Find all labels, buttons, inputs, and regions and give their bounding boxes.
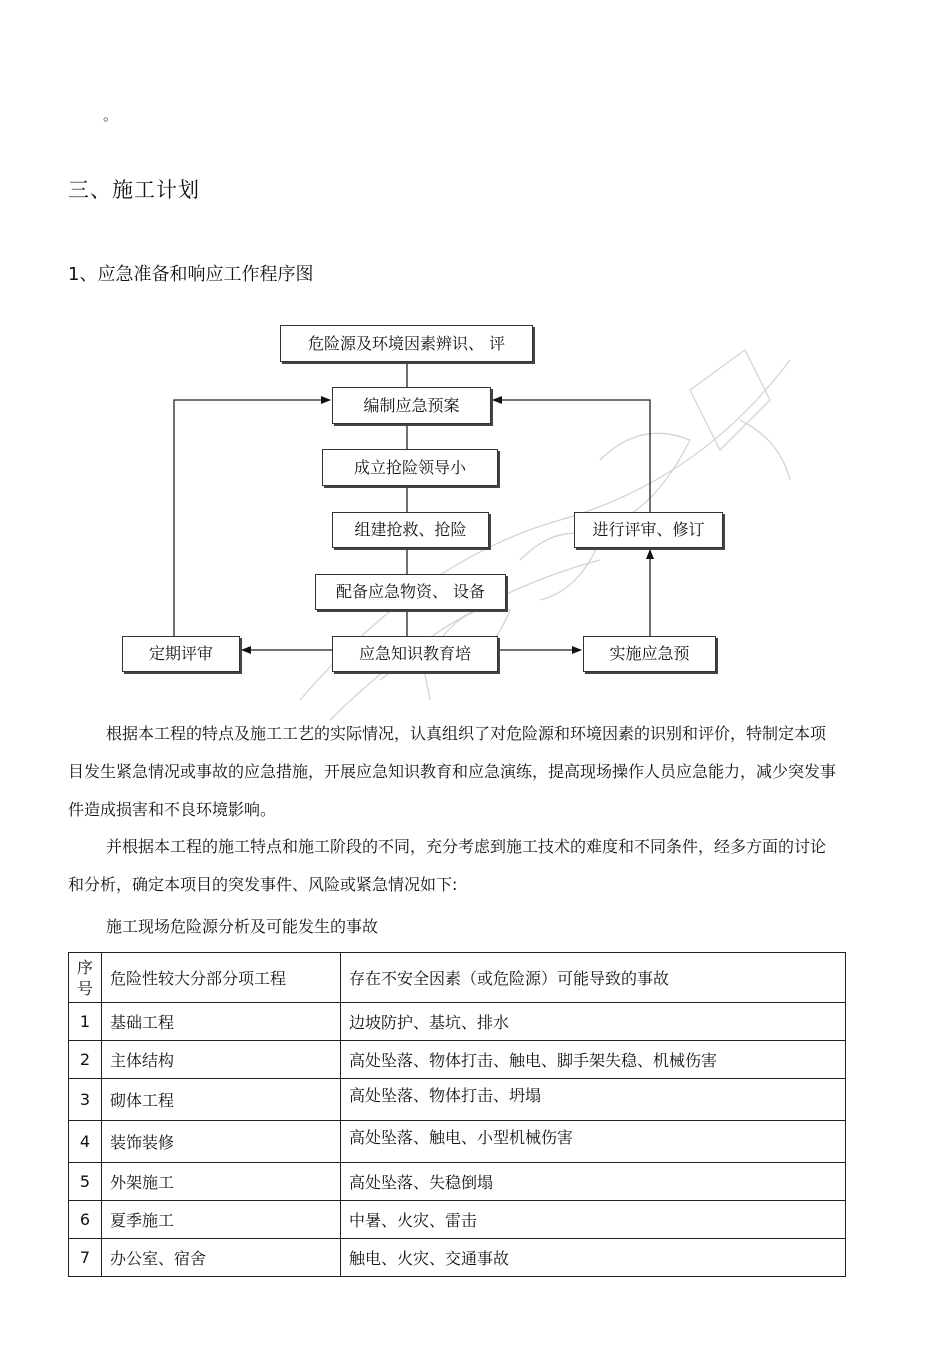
table-row xyxy=(69,1201,846,1239)
cell-no: 1 xyxy=(69,1003,102,1041)
cell-no: 7 xyxy=(69,1239,102,1277)
section-heading: 三、施工计划 xyxy=(68,178,200,202)
table-row xyxy=(69,1041,846,1079)
cell-risk: 边坡防护、基坑、排水 xyxy=(341,1003,846,1041)
cell-work: 办公室、宿舍 xyxy=(102,1239,341,1277)
flow-box-review-revise: 进行评审、修订 xyxy=(574,512,723,548)
cell-no: 4 xyxy=(69,1121,102,1163)
header-seq: 序 号 xyxy=(69,953,102,1003)
cell-risk: 高处坠落、失稳倒塌 xyxy=(341,1163,846,1201)
header-risk: 存在不安全因素（或危险源）可能导致的事故 xyxy=(341,953,846,1003)
cell-risk: 高处坠落、触电、小型机械伤害 xyxy=(341,1121,846,1163)
flow-box-training: 应急知识教育培 xyxy=(332,636,498,672)
cell-risk: 高处坠落、物体打击、触电、脚手架失稳、机械伤害 xyxy=(341,1041,846,1079)
flow-box-supplies: 配备应急物资、 设备 xyxy=(315,574,506,610)
flow-box-compile-plan: 编制应急预案 xyxy=(332,387,491,424)
cell-no: 2 xyxy=(69,1041,102,1079)
paragraph-1: 根据本工程的特点及施工工艺的实际情况，认真组织了对危险源和环境因素的识别和评价，特制定本项目发生紧急情况或事故的应急措施，开展应急知识教育和应急演练，提高现场操作人员应急能力，减少突发事件造成损害和不良环境影响。 xyxy=(68,724,837,819)
hazard-table xyxy=(68,952,846,1277)
flow-box-periodic-review: 定期评审 xyxy=(122,636,240,672)
table-caption: 施工现场危险源分析及可能发生的事故 xyxy=(106,917,379,936)
cell-work: 主体结构 xyxy=(102,1041,341,1079)
cell-work: 夏季施工 xyxy=(102,1201,341,1239)
table-row xyxy=(69,1003,846,1041)
cell-work: 外架施工 xyxy=(102,1163,341,1201)
cell-work: 装饰装修 xyxy=(102,1121,341,1163)
cell-no: 5 xyxy=(69,1163,102,1201)
cell-no: 3 xyxy=(69,1079,102,1121)
table-row xyxy=(69,1239,846,1277)
lead-punctuation: 。 xyxy=(103,106,119,124)
flow-box-hazard-identification: 危险源及环境因素辨识、 评 xyxy=(280,325,533,362)
flow-box-rescue-team: 组建抢救、抢险 xyxy=(332,512,489,548)
header-work: 危险性较大分部分项工程 xyxy=(102,953,341,1003)
cell-risk: 中暑、火灾、雷击 xyxy=(341,1201,846,1239)
cell-no: 6 xyxy=(69,1201,102,1239)
paragraph-2: 并根据本工程的施工特点和施工阶段的不同，充分考虑到施工技术的难度和不同条件，经多方面的讨论和分析，确定本项目的突发事件、风险或紧急情况如下: xyxy=(68,837,827,894)
flow-box-leadership-team: 成立抢险领导小 xyxy=(322,449,498,486)
flow-box-execute-plan: 实施应急预 xyxy=(583,636,716,672)
cell-risk: 触电、火灾、交通事故 xyxy=(341,1239,846,1277)
subsection-heading: 1、应急准备和响应工作程序图 xyxy=(68,264,314,285)
table-row xyxy=(69,1079,846,1121)
table-header-row xyxy=(69,953,846,1003)
cell-work: 基础工程 xyxy=(102,1003,341,1041)
cell-work: 砌体工程 xyxy=(102,1079,341,1121)
table-row xyxy=(69,1121,846,1163)
table-row xyxy=(69,1163,846,1201)
arrow-revise-plan xyxy=(493,400,650,512)
arrow-periodic-plan xyxy=(174,400,330,636)
cell-risk: 高处坠落、物体打击、坍塌 xyxy=(341,1079,846,1121)
